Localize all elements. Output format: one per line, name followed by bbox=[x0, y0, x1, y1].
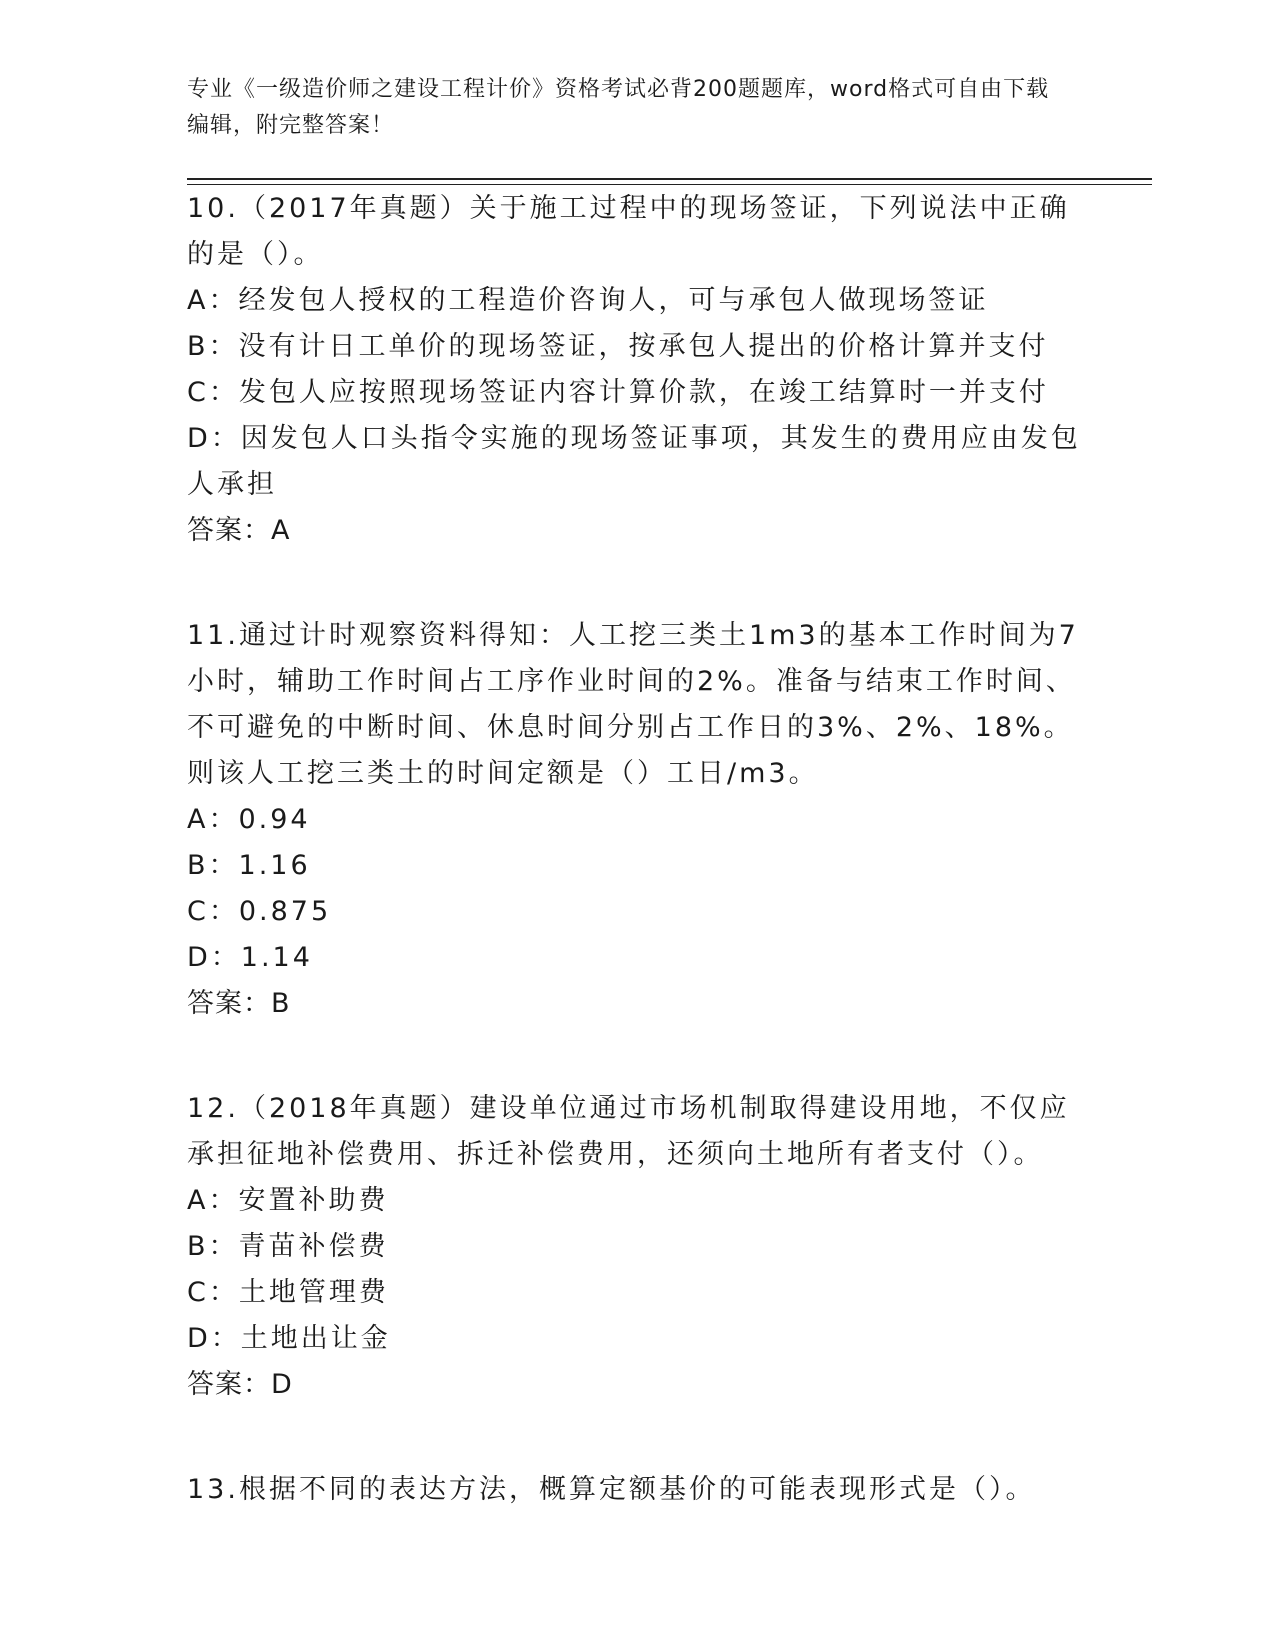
question-stem: 11.通过计时观察资料得知：人工挖三类土1m3的基本工作时间为7小时，辅助工作时间占工序作业时间的2%。准备与结束工作时间、不可避免的中断时间、休息时间分别占工作日的3%、2%、18%。则该人工挖三类土的时间定额是（）工日/m3。 bbox=[187, 620, 1079, 789]
option-d: D：因发包人口头指令实施的现场签证事项，其发生的费用应由发包人承担 bbox=[187, 423, 1081, 500]
question-13 bbox=[187, 1467, 1087, 1513]
option-c: C：发包人应按照现场签证内容计算价款，在竣工结算时一并支付 bbox=[187, 377, 1049, 408]
document-header: 专业《一级造价师之建设工程计价》资格考试必背200题题库，word格式可自由下载编辑，附完整答案！ bbox=[187, 77, 1050, 138]
question-stem: 12.（2018年真题）建设单位通过市场机制取得建设用地，不仅应承担征地补偿费用、拆迁补偿费用，还须向土地所有者支付（）。 bbox=[187, 1093, 1070, 1170]
option-a: A：0.94 bbox=[187, 804, 311, 835]
header-divider-thin bbox=[187, 184, 1152, 185]
option-b: B：青苗补偿费 bbox=[187, 1231, 389, 1262]
question-spacer bbox=[187, 554, 1087, 613]
question-11 bbox=[187, 613, 1087, 1027]
option-c: C：0.875 bbox=[187, 896, 332, 927]
option-b: B：1.16 bbox=[187, 850, 311, 881]
question-spacer bbox=[187, 1027, 1087, 1086]
option-a: A：经发包人授权的工程造价咨询人，可与承包人做现场签证 bbox=[187, 285, 989, 316]
option-a: A：安置补助费 bbox=[187, 1185, 389, 1216]
header-divider-thick bbox=[187, 178, 1152, 180]
question-spacer bbox=[187, 1408, 1087, 1467]
question-stem: 13.根据不同的表达方法，概算定额基价的可能表现形式是（）。 bbox=[187, 1474, 1036, 1505]
question-list bbox=[187, 186, 1087, 1513]
option-d: D：1.14 bbox=[187, 942, 313, 973]
answer-line: 答案：A bbox=[187, 515, 291, 546]
option-d: D：土地出让金 bbox=[187, 1323, 391, 1354]
answer-line: 答案：D bbox=[187, 1369, 293, 1400]
option-b: B：没有计日工单价的现场签证，按承包人提出的价格计算并支付 bbox=[187, 331, 1049, 362]
question-stem: 10.（2017年真题）关于施工过程中的现场签证，下列说法中正确的是（）。 bbox=[187, 193, 1070, 270]
answer-line: 答案：B bbox=[187, 988, 291, 1019]
question-12 bbox=[187, 1086, 1087, 1408]
question-10 bbox=[187, 186, 1087, 554]
option-c: C：土地管理费 bbox=[187, 1277, 389, 1308]
